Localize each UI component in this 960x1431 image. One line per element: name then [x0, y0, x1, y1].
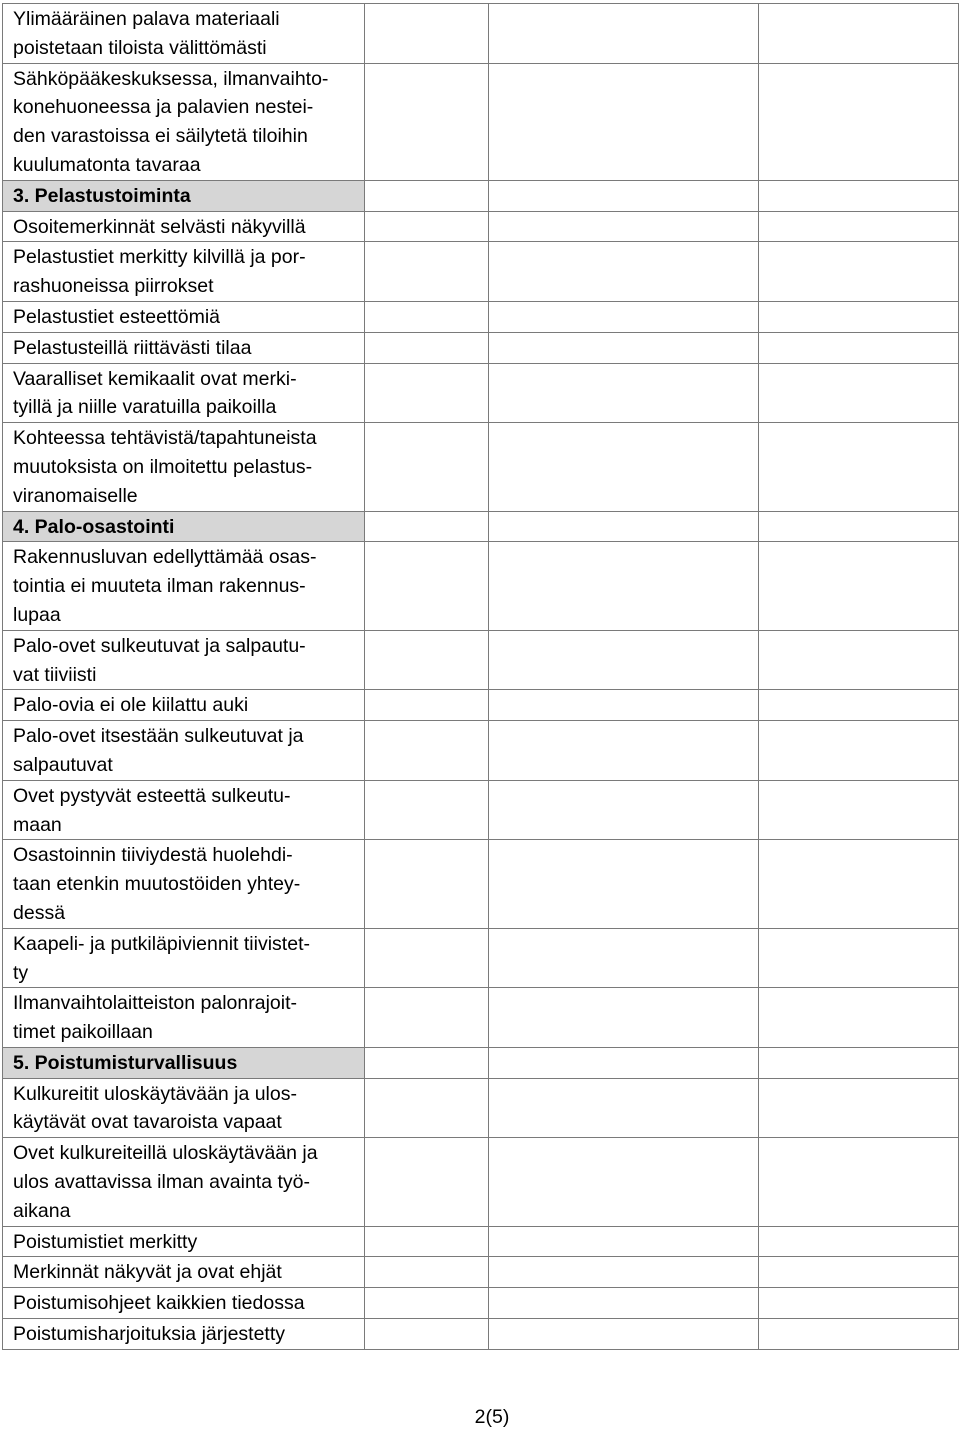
- checklist-item-text: Pelastustiet merkitty kilvillä ja por- rashuoneissa piirrokset: [3, 242, 365, 302]
- checklist-blank-cell[interactable]: [365, 721, 489, 781]
- checklist-row: [3, 211, 959, 242]
- checklist-blank-cell[interactable]: [365, 211, 489, 242]
- checklist-blank-cell[interactable]: [365, 63, 489, 180]
- checklist-row: [3, 1138, 959, 1226]
- checklist-blank-cell[interactable]: [365, 928, 489, 988]
- checklist-item-text: Palo-ovet itsestään sulkeutuvat ja salpautuvat: [3, 721, 365, 781]
- checklist-blank-cell[interactable]: [489, 63, 759, 180]
- checklist-item-text: Ilmanvaihtolaitteiston palonrajoit- timet paikoillaan: [3, 988, 365, 1048]
- checklist-blank-cell[interactable]: [759, 1047, 959, 1078]
- checklist-item-text: Ovet kulkureiteillä uloskäytävään ja ulos avattavissa ilman avainta työ- aikana: [3, 1138, 365, 1226]
- checklist-item-text: Kulkureitit uloskäytävään ja ulos- käytävät ovat tavaroista vapaat: [3, 1078, 365, 1138]
- checklist-row: [3, 630, 959, 690]
- checklist-row: [3, 242, 959, 302]
- checklist-blank-cell[interactable]: [759, 363, 959, 423]
- checklist-item-text: Merkinnät näkyvät ja ovat ehjät: [3, 1257, 365, 1288]
- checklist-blank-cell[interactable]: [759, 780, 959, 840]
- page-number: 2(5): [474, 1406, 510, 1428]
- checklist-item-text: Poistumisharjoituksia järjestetty: [3, 1319, 365, 1350]
- checklist-blank-cell[interactable]: [759, 1078, 959, 1138]
- checklist-blank-cell[interactable]: [759, 423, 959, 511]
- checklist-blank-cell[interactable]: [759, 1138, 959, 1226]
- checklist-blank-cell[interactable]: [489, 690, 759, 721]
- checklist-blank-cell[interactable]: [759, 1288, 959, 1319]
- checklist-blank-cell[interactable]: [365, 180, 489, 211]
- checklist-row: [3, 928, 959, 988]
- checklist-item-text: Rakennusluvan edellyttämää osas- tointia ei muuteta ilman rakennus- lupaa: [3, 542, 365, 630]
- checklist-blank-cell[interactable]: [489, 301, 759, 332]
- checklist-item-text: Kohteessa tehtävistä/tapahtuneista muutoksista on ilmoitettu pelastus- viranomaiselle: [3, 423, 365, 511]
- checklist-blank-cell[interactable]: [759, 1226, 959, 1257]
- checklist-item-text: Osoitemerkinnät selvästi näkyvillä: [3, 211, 365, 242]
- checklist-item-text: Osastoinnin tiiviydestä huolehdi- taan etenkin muutostöiden yhtey- dessä: [3, 840, 365, 928]
- checklist-row: [3, 332, 959, 363]
- checklist-item-text: Pelastusteillä riittävästi tilaa: [3, 332, 365, 363]
- checklist-row: [3, 1257, 959, 1288]
- checklist-item-text: Ylimääräinen palava materiaali poistetaan tiloista välittömästi: [3, 4, 365, 64]
- checklist-blank-cell[interactable]: [365, 1138, 489, 1226]
- checklist-row: [3, 542, 959, 630]
- checklist-blank-cell[interactable]: [489, 180, 759, 211]
- checklist-blank-cell[interactable]: [759, 721, 959, 781]
- checklist-item-text: Palo-ovia ei ole kiilattu auki: [3, 690, 365, 721]
- checklist-row: [3, 363, 959, 423]
- checklist-item-text: Pelastustiet esteettömiä: [3, 301, 365, 332]
- checklist-blank-cell[interactable]: [365, 1288, 489, 1319]
- checklist-blank-cell[interactable]: [759, 511, 959, 542]
- checklist-blank-cell[interactable]: [759, 630, 959, 690]
- checklist-blank-cell[interactable]: [489, 721, 759, 781]
- checklist-row: [3, 1288, 959, 1319]
- section-header-row: [3, 180, 959, 211]
- checklist-item-text: Kaapeli- ja putkiläpiviennit tiivistet- ty: [3, 928, 365, 988]
- section-title: 5. Poistumisturvallisuus: [3, 1047, 365, 1078]
- checklist-blank-cell[interactable]: [365, 1047, 489, 1078]
- checklist-blank-cell[interactable]: [489, 840, 759, 928]
- checklist-blank-cell[interactable]: [489, 988, 759, 1048]
- checklist-blank-cell[interactable]: [365, 301, 489, 332]
- checklist-table: [2, 3, 959, 1350]
- checklist-blank-cell[interactable]: [365, 780, 489, 840]
- checklist-row: [3, 301, 959, 332]
- checklist-blank-cell[interactable]: [759, 928, 959, 988]
- checklist-blank-cell[interactable]: [759, 332, 959, 363]
- checklist-row: [3, 690, 959, 721]
- checklist-blank-cell[interactable]: [489, 1257, 759, 1288]
- checklist-blank-cell[interactable]: [759, 690, 959, 721]
- checklist-blank-cell[interactable]: [759, 211, 959, 242]
- checklist-blank-cell[interactable]: [489, 542, 759, 630]
- checklist-blank-cell[interactable]: [489, 928, 759, 988]
- checklist-blank-cell[interactable]: [365, 1319, 489, 1350]
- checklist-blank-cell[interactable]: [365, 1078, 489, 1138]
- checklist-blank-cell[interactable]: [489, 630, 759, 690]
- checklist-blank-cell[interactable]: [759, 840, 959, 928]
- checklist-body: [3, 4, 959, 1350]
- checklist-blank-cell[interactable]: [759, 242, 959, 302]
- checklist-row: [3, 721, 959, 781]
- checklist-item-text: Ovet pystyvät esteettä sulkeutu- maan: [3, 780, 365, 840]
- checklist-blank-cell[interactable]: [759, 301, 959, 332]
- checklist-row: [3, 423, 959, 511]
- checklist-row: [3, 1319, 959, 1350]
- checklist-blank-cell[interactable]: [365, 840, 489, 928]
- checklist-blank-cell[interactable]: [365, 1257, 489, 1288]
- checklist-blank-cell[interactable]: [759, 4, 959, 64]
- checklist-blank-cell[interactable]: [489, 1138, 759, 1226]
- checklist-blank-cell[interactable]: [489, 363, 759, 423]
- checklist-blank-cell[interactable]: [489, 1288, 759, 1319]
- checklist-row: [3, 1078, 959, 1138]
- checklist-blank-cell[interactable]: [489, 1047, 759, 1078]
- checklist-blank-cell[interactable]: [759, 180, 959, 211]
- checklist-blank-cell[interactable]: [489, 332, 759, 363]
- checklist-blank-cell[interactable]: [365, 630, 489, 690]
- checklist-blank-cell[interactable]: [489, 1078, 759, 1138]
- section-title: 3. Pelastustoiminta: [3, 180, 365, 211]
- checklist-row: [3, 1226, 959, 1257]
- checklist-item-text: Poistumistiet merkitty: [3, 1226, 365, 1257]
- checklist-row: [3, 63, 959, 180]
- checklist-row: [3, 988, 959, 1048]
- checklist-blank-cell[interactable]: [759, 1257, 959, 1288]
- checklist-blank-cell[interactable]: [489, 242, 759, 302]
- checklist-blank-cell[interactable]: [759, 1319, 959, 1350]
- checklist-blank-cell[interactable]: [365, 988, 489, 1048]
- section-header-row: [3, 1047, 959, 1078]
- checklist-blank-cell[interactable]: [759, 988, 959, 1048]
- checklist-item-text: Poistumisohjeet kaikkien tiedossa: [3, 1288, 365, 1319]
- checklist-blank-cell[interactable]: [759, 63, 959, 180]
- checklist-blank-cell[interactable]: [489, 780, 759, 840]
- checklist-blank-cell[interactable]: [365, 242, 489, 302]
- section-header-row: [3, 511, 959, 542]
- checklist-blank-cell[interactable]: [489, 4, 759, 64]
- checklist-blank-cell[interactable]: [489, 423, 759, 511]
- checklist-blank-cell[interactable]: [489, 1226, 759, 1257]
- checklist-item-text: Palo-ovet sulkeutuvat ja salpautu- vat tiiviisti: [3, 630, 365, 690]
- checklist-blank-cell[interactable]: [365, 4, 489, 64]
- checklist-blank-cell[interactable]: [489, 1319, 759, 1350]
- checklist-blank-cell[interactable]: [365, 332, 489, 363]
- checklist-item-text: Vaaralliset kemikaalit ovat merki- tyillä ja niille varatuilla paikoilla: [3, 363, 365, 423]
- checklist-blank-cell[interactable]: [365, 1226, 489, 1257]
- checklist-row: [3, 840, 959, 928]
- section-title: 4. Palo-osastointi: [3, 511, 365, 542]
- checklist-blank-cell[interactable]: [365, 423, 489, 511]
- checklist-item-text: Sähköpääkeskuksessa, ilmanvaihto- konehuoneessa ja palavien nestei- den varastoissa ei säilytetä tiloihin kuulumatonta tavaraa: [3, 63, 365, 180]
- checklist-blank-cell[interactable]: [759, 542, 959, 630]
- checklist-blank-cell[interactable]: [489, 211, 759, 242]
- checklist-row: [3, 780, 959, 840]
- checklist-blank-cell[interactable]: [489, 511, 759, 542]
- checklist-blank-cell[interactable]: [365, 511, 489, 542]
- checklist-blank-cell[interactable]: [365, 363, 489, 423]
- checklist-row: [3, 4, 959, 64]
- checklist-blank-cell[interactable]: [365, 542, 489, 630]
- checklist-blank-cell[interactable]: [365, 690, 489, 721]
